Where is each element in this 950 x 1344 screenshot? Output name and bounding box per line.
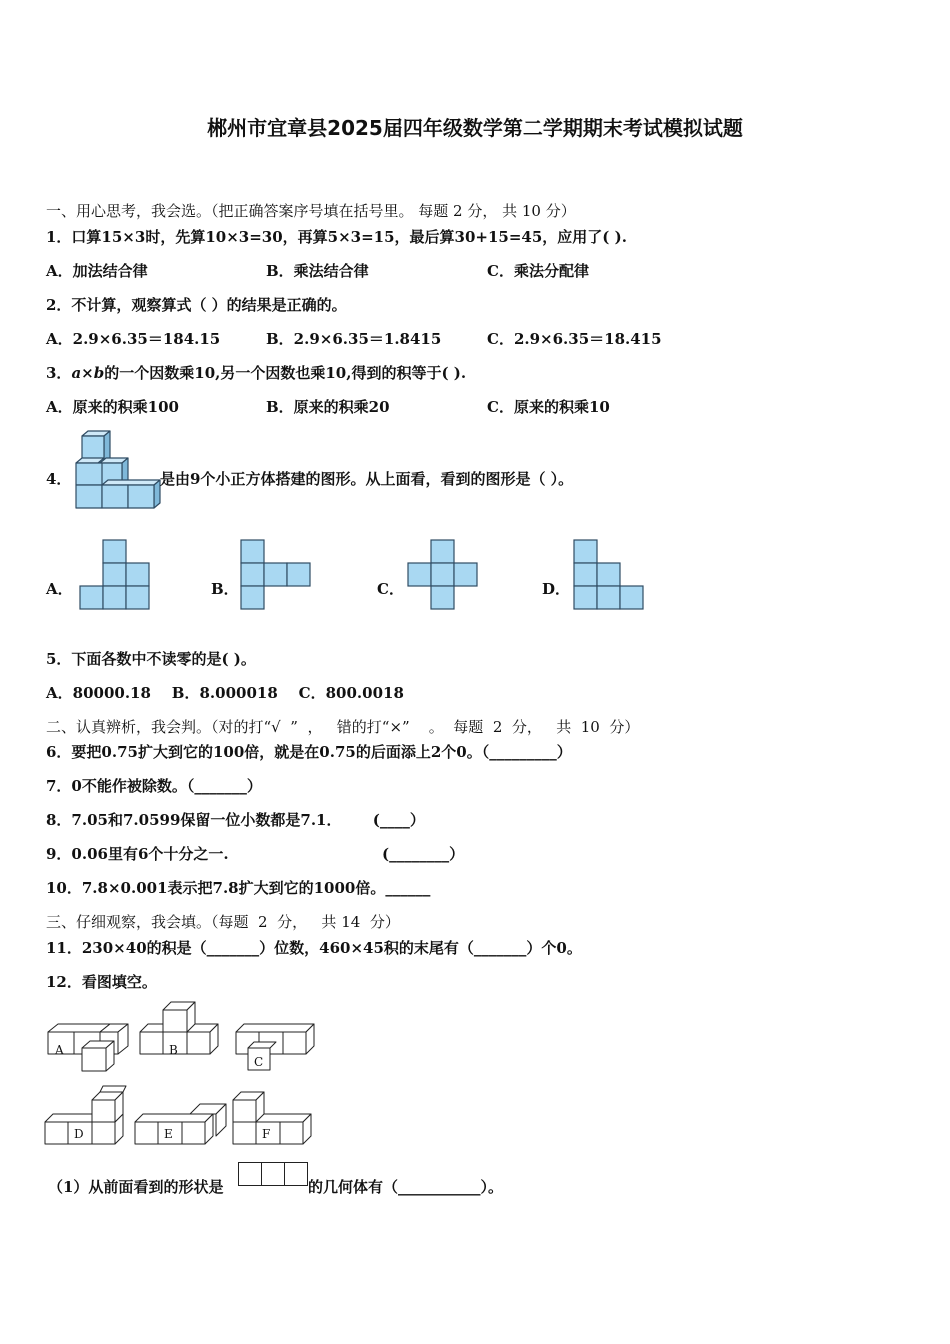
q4-option-a-figure bbox=[80, 539, 150, 609]
q4-number: 4． bbox=[46, 470, 72, 488]
q12-label-d: D bbox=[74, 1127, 84, 1141]
q1-stem: 1．口算15×3时，先算10×3=30，再算5×3=15，最后算30+15=45，应用了( ). bbox=[46, 228, 627, 246]
q4-cube-figure bbox=[72, 428, 162, 512]
q12-label-a: A bbox=[55, 1043, 64, 1057]
q12-figure-b bbox=[140, 1002, 218, 1054]
q2-option-b: B．2.9×6.35＝1.8415 bbox=[266, 330, 442, 348]
q12: 12．看图填空。 bbox=[46, 973, 157, 991]
page-title: 郴州市宜章县2025届四年级数学第二学期期末考试模拟试题 bbox=[207, 116, 743, 140]
q1-option-b: B．乘法结合律 bbox=[266, 262, 369, 280]
q1-option-c: C．乘法分配律 bbox=[487, 262, 589, 280]
q2-stem: 2．不计算，观察算式（ ）的结果是正确的。 bbox=[46, 296, 347, 314]
q3-times: × bbox=[81, 364, 94, 382]
q12-part1-prefix: （1）从前面看到的形状是 bbox=[48, 1178, 224, 1196]
q4-stem: 是由9个小正方体搭建的图形。从上面看，看到的图形是（ ）。 bbox=[160, 470, 574, 488]
q6: 6．要把0.75扩大到它的100倍，就是在0.75的后面添上2个0。（_________） bbox=[46, 743, 572, 761]
q2-option-c: C．2.9×6.35＝18.415 bbox=[487, 330, 662, 348]
section-1-heading: 一、用心思考，我会选。（把正确答案序号填在括号里。 每题 2 分， 共 10 分） bbox=[46, 202, 576, 220]
q12-label-e: E bbox=[164, 1127, 173, 1141]
q3-var-a: a bbox=[71, 364, 82, 382]
q12-figure-f bbox=[233, 1092, 311, 1144]
q5-options: A．80000.18 B．8.000018 C．800.0018 bbox=[46, 684, 404, 702]
q3-option-b: B．原来的积乘20 bbox=[266, 398, 390, 416]
q3-option-a: A．原来的积乘100 bbox=[46, 398, 179, 416]
q8: 8．7.05和7.0599保留一位小数都是7.1． (____） bbox=[46, 811, 425, 829]
q4-option-c-label: C． bbox=[377, 580, 404, 598]
section-2-heading: 二、认真辨析，我会判。（对的打“√ ” ， 错的打“×” 。 每题 2 分， 共 10 分） bbox=[46, 718, 640, 736]
q4-option-a-label: A． bbox=[46, 580, 73, 598]
q1-option-a: A．加法结合律 bbox=[46, 262, 148, 280]
q4-option-b-label: B． bbox=[211, 580, 239, 598]
q3-number: 3． bbox=[46, 364, 72, 382]
q4-option-d-label: D． bbox=[542, 580, 571, 598]
q12-part1-suffix: 的几何体有（___________）。 bbox=[308, 1178, 504, 1196]
q9-blank: (________） bbox=[382, 845, 465, 863]
q3-stem bbox=[46, 363, 466, 383]
q3-var-b: b bbox=[93, 364, 105, 382]
q12-label-c: C bbox=[254, 1055, 264, 1069]
q4-option-c-figure bbox=[407, 540, 479, 610]
q12-figure-d bbox=[45, 1086, 126, 1144]
q10: 10．7.8×0.001表示把7.8扩大到它的1000倍。______ bbox=[46, 879, 431, 897]
q3-option-c: C．原来的积乘10 bbox=[487, 398, 610, 416]
q5-stem: 5．下面各数中不读零的是( )。 bbox=[46, 650, 256, 668]
q3-stem-rest: 的一个因数乘10,另一个因数也乘10,得到的积等于( ). bbox=[104, 364, 467, 382]
q11: 11．230×40的积是（_______）位数，460×45积的末尾有（_______）个0。 bbox=[46, 939, 582, 957]
q2-option-a: A．2.9×6.35＝184.15 bbox=[46, 330, 221, 348]
q12-label-f: F bbox=[262, 1127, 271, 1141]
q12-part1-front-view-figure bbox=[238, 1162, 310, 1188]
q4-option-b-figure bbox=[240, 540, 312, 610]
q12-label-b: B bbox=[169, 1043, 178, 1057]
section-3-heading: 三、仔细观察，我会填。（每题 2 分， 共 14 分） bbox=[46, 913, 400, 931]
q7: 7．0不能作被除数。（_______） bbox=[46, 777, 262, 795]
q12-figure-e bbox=[135, 1104, 226, 1144]
q12-figure-c bbox=[236, 1024, 314, 1070]
q4-option-d-figure bbox=[573, 539, 645, 610]
q9-stem: 9．0.06里有6个十分之一. bbox=[46, 845, 229, 863]
